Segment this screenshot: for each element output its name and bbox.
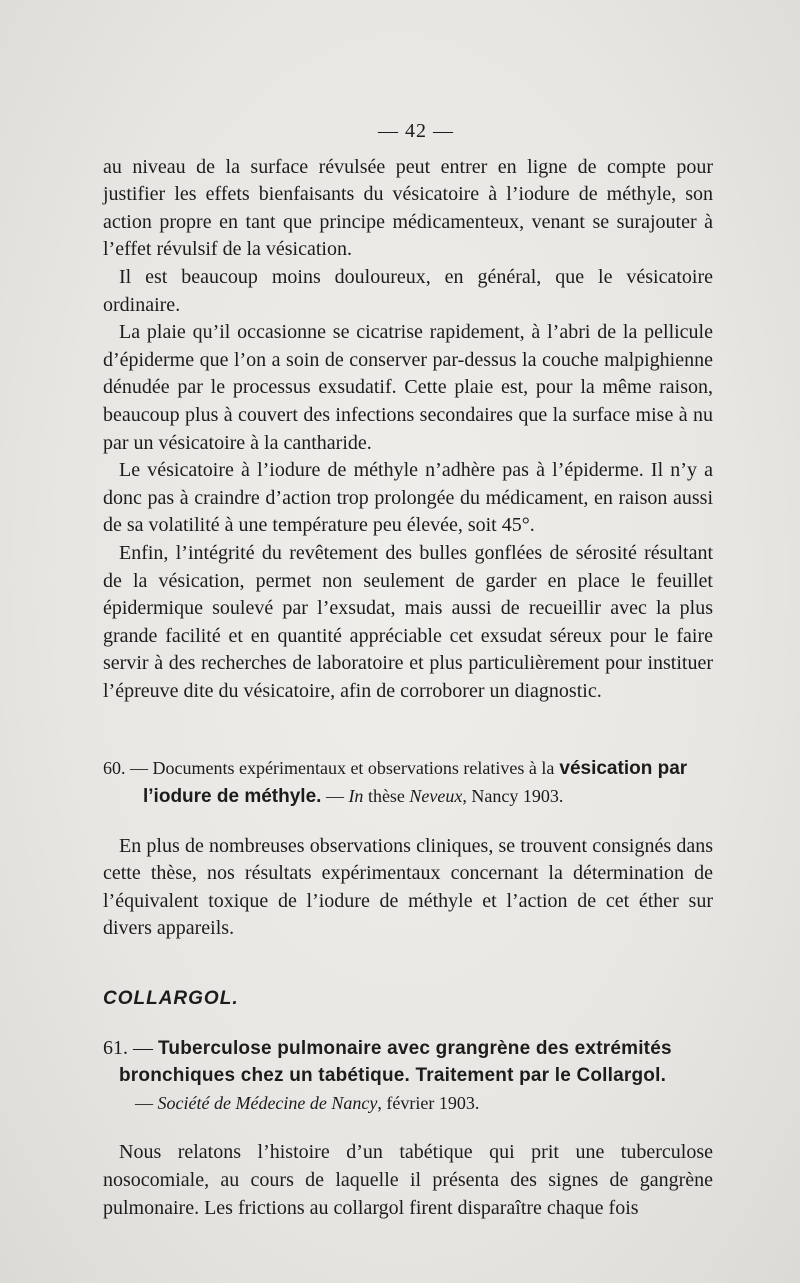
entry-60-these: thèse <box>363 786 410 807</box>
entry-61-dash: — <box>135 1092 158 1113</box>
entry-61 <box>103 1035 713 1118</box>
paragraph-4: Le vésicatoire à l’iodure de méthyle n’adhère pas à l’épiderme. Il n’y a donc pas à craindre d’action trop prolongée du médicament, en raison aussi de sa volatilité à une température peu élevée, soit 45°. <box>103 459 713 537</box>
entry-60-place: , Nancy 1903. <box>462 786 564 807</box>
entry-60 <box>103 755 713 810</box>
entry-61-title: Tuberculose pulmonaire avec grangrène des extrémités bronchiques chez un tabétique. Traitement par le Collargol. <box>119 1037 672 1087</box>
paragraph-3: La plaie qu’il occasionne se cicatrise rapidement, à l’abri de la pellicule d’épiderme que l’on a soin de conserver par-dessus la couche malpighienne dénudée par le processus exsudatif. Cette plaie est, pour la même raison, beaucoup plus à couvert des infections secondaires que la surface mise à nu par un vésicatoire à la cantharide. <box>103 321 713 454</box>
paragraph-7: Nous relatons l’histoire d’un tabétique qui prit une tuberculose nosocomiale, au cours de laquelle il présenta des signes de gangrène pulmonaire. Les frictions au collargol firent disparaître chaque fois <box>103 1141 713 1219</box>
entry-61-lead: 61. — <box>103 1036 158 1059</box>
paragraph-2: Il est beaucoup moins douloureux, en général, que le vésicatoire ordinaire. <box>103 265 713 316</box>
page-number: — 42 — <box>378 120 454 142</box>
paragraph-5: Enfin, l’intégrité du revêtement des bulles gonflées de sérosité résultant de la vésication, permet non seulement de garder en place le feuillet épidermique soulevé par l’exsudat, mais aussi de recueillir avec la plus grande facilité et en quantité appréciable cet exsudat séreux pour le faire servir à des recherches de laboratoire et plus particulièrement pour instituer l’épreuve dite du vésicatoire, afin de corroborer un diagnostic. <box>103 541 713 702</box>
page-content <box>103 118 713 1222</box>
paragraph-1: au niveau de la surface révulsée peut entrer en ligne de compte pour justifier les effets bienfaisants du vésicatoire à l’iodure de méthyle, son action propre en tant que principe médicamenteux, venant se surajouter à l’effet révulsif de la vésication. <box>103 155 713 261</box>
entry-60-dash: — <box>321 786 349 807</box>
entry-60-author: Neveux <box>409 786 463 807</box>
entry-61-date: , février 1903. <box>377 1092 480 1113</box>
paragraph-6: En plus de nombreuses observations cliniques, se trouvent consignés dans cette thèse, nos résultats expérimentaux concernant la détermination de l’équivalent toxique de l’iodure de méthyle et l’action de cet éther sur divers appareils. <box>103 834 713 940</box>
entry-60-lead: 60. — Documents expérimentaux et observations relatives à la <box>103 758 555 779</box>
entry-61-reference <box>119 1093 479 1113</box>
entry-61-society: Société de Médecine de Nancy <box>157 1092 378 1113</box>
entry-60-in: In <box>348 786 364 807</box>
entry-60-title: vésication par l’iodure de méthyle. <box>143 758 688 808</box>
section-heading: COLLARGOL. <box>103 988 239 1010</box>
